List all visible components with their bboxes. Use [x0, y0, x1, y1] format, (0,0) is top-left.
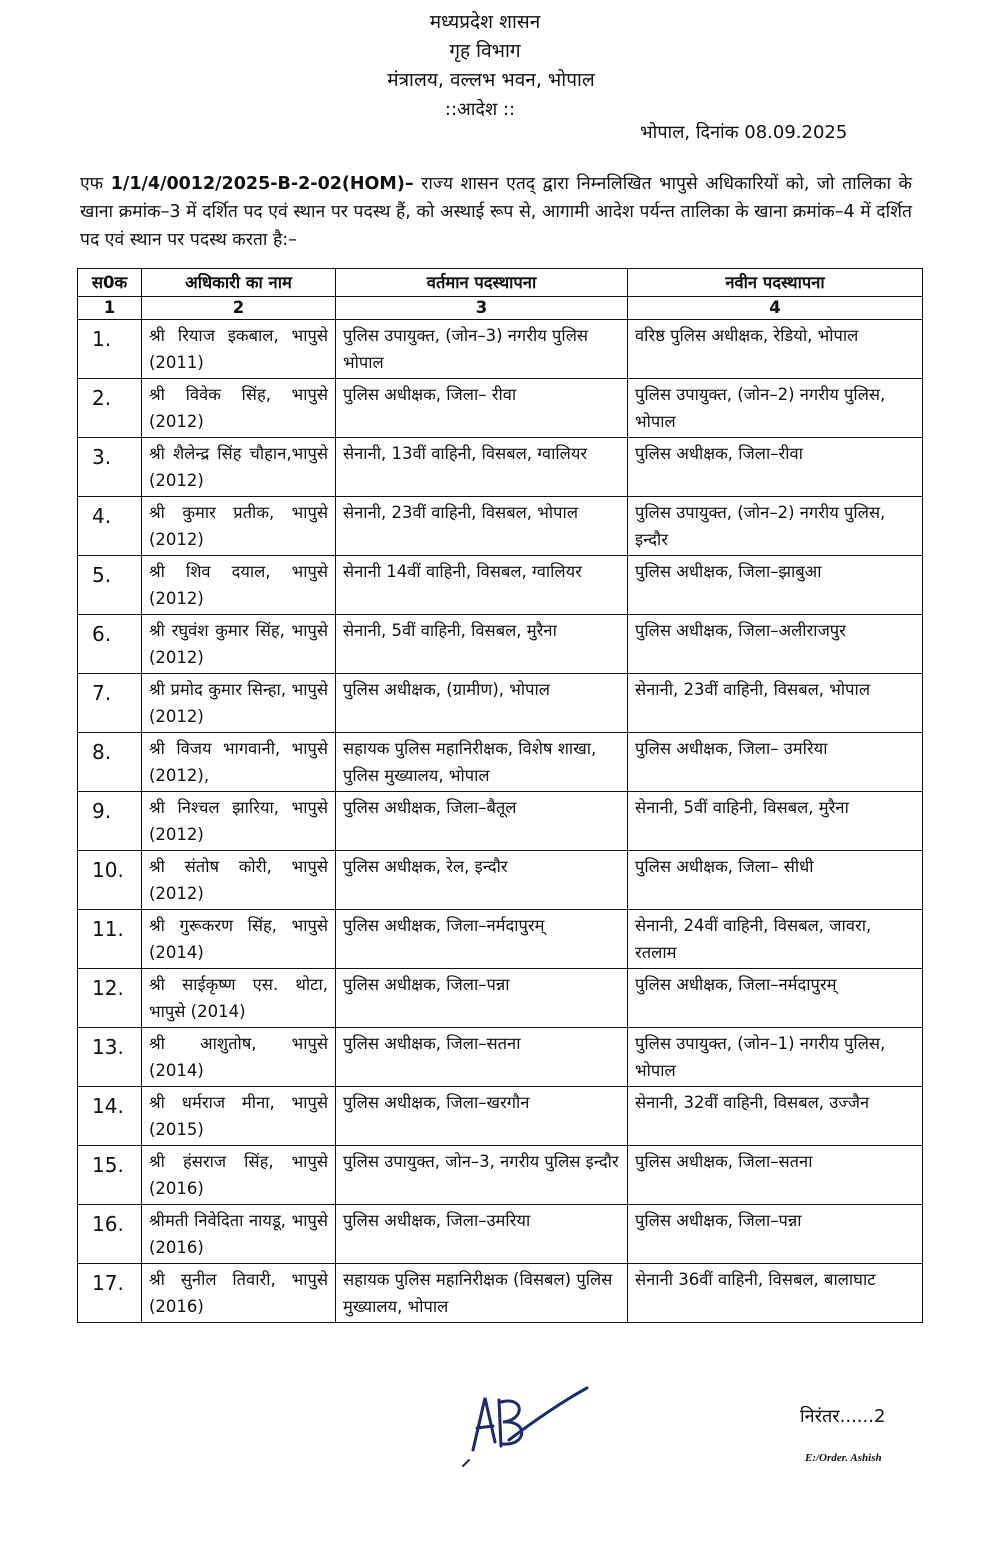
- table-row: [78, 1028, 923, 1087]
- table-row: [78, 910, 923, 969]
- department-name: गृह विभाग: [449, 40, 521, 62]
- office-address: मंत्रालय, वल्लभ भवन, भोपाल: [387, 69, 595, 91]
- table-row: [78, 438, 923, 497]
- table-row: [78, 1264, 923, 1323]
- current-posting-cell: पुलिस उपायुक्त, जोन–3, नगरीय पुलिस इन्दौर: [336, 1146, 628, 1205]
- new-posting-cell: वरिष्ठ पुलिस अधीक्षक, रेडियो, भोपाल: [628, 320, 923, 379]
- serial-number-cell: 11.: [78, 910, 142, 969]
- new-posting-cell: पुलिस उपायुक्त, (जोन–2) नगरीय पुलिस, इन्दौर: [628, 497, 923, 556]
- officer-name-cell: श्री विवेक सिंह, भापुसे (2012): [142, 379, 336, 438]
- current-posting-cell: सेनानी, 13वीं वाहिनी, विसबल, ग्वालियर: [336, 438, 628, 497]
- new-posting-cell: पुलिस अधीक्षक, जिला– सीधी: [628, 851, 923, 910]
- officer-name-cell: श्रीमती निवेदिता नायडू, भापुसे (2016): [142, 1205, 336, 1264]
- officer-name-cell: श्री सुनील तिवारी, भापुसे (2016): [142, 1264, 336, 1323]
- new-posting-cell: सेनानी 36वीं वाहिनी, विसबल, बालाघाट: [628, 1264, 923, 1323]
- current-posting-cell: सेनानी, 5वीं वाहिनी, विसबल, मुरैना: [336, 615, 628, 674]
- new-posting-cell: सेनानी, 23वीं वाहिनी, विसबल, भोपाल: [628, 674, 923, 733]
- table-row: [78, 556, 923, 615]
- current-posting-cell: पुलिस अधीक्षक, जिला–नर्मदापुरम्: [336, 910, 628, 969]
- government-name: मध्यप्रदेश शासन: [429, 11, 541, 33]
- new-posting-cell: पुलिस अधीक्षक, जिला–अलीराजपुर: [628, 615, 923, 674]
- transfer-table: [77, 268, 923, 1323]
- new-posting-cell: पुलिस अधीक्षक, जिला– उमरिया: [628, 733, 923, 792]
- current-posting-cell: सेनानी, 23वीं वाहिनी, विसबल, भोपाल: [336, 497, 628, 556]
- table-body: [78, 320, 923, 1323]
- officer-name-cell: श्री आशुतोष, भापुसे (2014): [142, 1028, 336, 1087]
- serial-number-cell: 6.: [78, 615, 142, 674]
- serial-number-cell: 16.: [78, 1205, 142, 1264]
- serial-number-cell: 2.: [78, 379, 142, 438]
- intro-text: राज्य शासन एतद् द्वारा निम्नलिखित भापुसे अधिकारियों को, जो तालिका के खाना क्रमांक–3 में दर्शित पद एवं स्थान पर पदस्थ हैं, को अस्थाई रूप से, आगामी आदेश पर्यन्त तालिका के खाना क्रमांक–4 में दर्शित पद एवं स्थान पर पदस्थ करता है:–: [80, 174, 912, 250]
- column-number: 4: [628, 297, 923, 320]
- serial-number-cell: 4.: [78, 497, 142, 556]
- officer-name-cell: श्री प्रमोद कुमार सिन्हा, भापुसे (2012): [142, 674, 336, 733]
- table-row: [78, 1205, 923, 1264]
- officer-name-cell: श्री हंसराज सिंह, भापुसे (2016): [142, 1146, 336, 1205]
- column-number: 2: [142, 297, 336, 320]
- table-row: [78, 1087, 923, 1146]
- serial-number-cell: 10.: [78, 851, 142, 910]
- officer-name-cell: श्री साईकृष्ण एस. थोटा, भापुसे (2014): [142, 969, 336, 1028]
- new-posting-cell: पुलिस अधीक्षक, जिला–पन्ना: [628, 1205, 923, 1264]
- current-posting-cell: सेनानी 14वीं वाहिनी, विसबल, ग्वालियर: [336, 556, 628, 615]
- current-posting-cell: पुलिस अधीक्षक, जिला–उमरिया: [336, 1205, 628, 1264]
- serial-number-cell: 1.: [78, 320, 142, 379]
- new-posting-cell: पुलिस उपायुक्त, (जोन–1) नगरीय पुलिस, भोपाल: [628, 1028, 923, 1087]
- header-officer-name: अधिकारी का नाम: [142, 269, 336, 297]
- officer-name-cell: श्री गुरूकरण सिंह, भापुसे (2014): [142, 910, 336, 969]
- serial-number-cell: 14.: [78, 1087, 142, 1146]
- new-posting-cell: पुलिस अधीक्षक, जिला–सतना: [628, 1146, 923, 1205]
- serial-number-cell: 15.: [78, 1146, 142, 1205]
- table-row: [78, 792, 923, 851]
- current-posting-cell: पुलिस अधीक्षक, जिला– रीवा: [336, 379, 628, 438]
- signature-icon: [455, 1380, 595, 1475]
- serial-number-cell: 3.: [78, 438, 142, 497]
- intro-prefix: एफ: [80, 174, 104, 194]
- current-posting-cell: पुलिस अधीक्षक, जिला–पन्ना: [336, 969, 628, 1028]
- table-header-row: [78, 269, 923, 297]
- table-row: [78, 969, 923, 1028]
- date-line: भोपाल, दिनांक 08.09.2025: [640, 122, 848, 143]
- officer-name-cell: श्री धर्मराज मीना, भापुसे (2015): [142, 1087, 336, 1146]
- officer-name-cell: श्री शैलेन्द्र सिंह चौहान,भापुसे (2012): [142, 438, 336, 497]
- new-posting-cell: सेनानी, 32वीं वाहिनी, विसबल, उज्जैन: [628, 1087, 923, 1146]
- current-posting-cell: पुलिस अधीक्षक, (ग्रामीण), भोपाल: [336, 674, 628, 733]
- officer-name-cell: श्री रघुवंश कुमार सिंह, भापुसे (2012): [142, 615, 336, 674]
- officer-name-cell: श्री शिव दयाल, भापुसे (2012): [142, 556, 336, 615]
- column-number-row: [78, 297, 923, 320]
- current-posting-cell: पुलिस अधीक्षक, जिला–बैतूल: [336, 792, 628, 851]
- table-row: [78, 497, 923, 556]
- continued-marker: निरंतर......2: [800, 1406, 886, 1427]
- new-posting-cell: पुलिस अधीक्षक, जिला–नर्मदापुरम्: [628, 969, 923, 1028]
- table-row: [78, 379, 923, 438]
- current-posting-cell: सहायक पुलिस महानिरीक्षक, विशेष शाखा, पुलिस मुख्यालय, भोपाल: [336, 733, 628, 792]
- current-posting-cell: पुलिस अधीक्षक, जिला–सतना: [336, 1028, 628, 1087]
- serial-number-cell: 13.: [78, 1028, 142, 1087]
- serial-number-cell: 17.: [78, 1264, 142, 1323]
- current-posting-cell: सहायक पुलिस महानिरीक्षक (विसबल) पुलिस मुख्यालय, भोपाल: [336, 1264, 628, 1323]
- document-header: [0, 8, 1000, 124]
- serial-number-cell: 7.: [78, 674, 142, 733]
- serial-number-cell: 8.: [78, 733, 142, 792]
- officer-name-cell: श्री निश्चल झारिया, भापुसे (2012): [142, 792, 336, 851]
- current-posting-cell: पुलिस अधीक्षक, रेल, इन्दौर: [336, 851, 628, 910]
- column-number: 3: [336, 297, 628, 320]
- header-serial: स0क: [78, 269, 142, 297]
- table-row: [78, 733, 923, 792]
- serial-number-cell: 12.: [78, 969, 142, 1028]
- serial-number-cell: 9.: [78, 792, 142, 851]
- file-reference: 1/1/4/0012/2025-B-2-02(HOM)–: [110, 174, 414, 194]
- header-current-posting: वर्तमान पदस्थापना: [336, 269, 628, 297]
- order-intro-paragraph: [80, 170, 912, 254]
- new-posting-cell: पुलिस उपायुक्त, (जोन–2) नगरीय पुलिस, भोपाल: [628, 379, 923, 438]
- serial-number-cell: 5.: [78, 556, 142, 615]
- order-title: ::आदेश ::: [444, 99, 516, 120]
- order-file-reference: E:/Order. Ashish: [805, 1452, 882, 1464]
- column-number: 1: [78, 297, 142, 320]
- officer-name-cell: श्री संतोष कोरी, भापुसे (2012): [142, 851, 336, 910]
- table-row: [78, 851, 923, 910]
- table-row: [78, 615, 923, 674]
- officer-name-cell: श्री रियाज इकबाल, भापुसे (2011): [142, 320, 336, 379]
- table-row: [78, 1146, 923, 1205]
- table-row: [78, 320, 923, 379]
- new-posting-cell: सेनानी, 5वीं वाहिनी, विसबल, मुरैना: [628, 792, 923, 851]
- current-posting-cell: पुलिस अधीक्षक, जिला–खरगौन: [336, 1087, 628, 1146]
- new-posting-cell: पुलिस अधीक्षक, जिला–झाबुआ: [628, 556, 923, 615]
- header-new-posting: नवीन पदस्थापना: [628, 269, 923, 297]
- officer-name-cell: श्री कुमार प्रतीक, भापुसे (2012): [142, 497, 336, 556]
- current-posting-cell: पुलिस उपायुक्त, (जोन–3) नगरीय पुलिस भोपाल: [336, 320, 628, 379]
- new-posting-cell: सेनानी, 24वीं वाहिनी, विसबल, जावरा, रतलाम: [628, 910, 923, 969]
- table-row: [78, 674, 923, 733]
- new-posting-cell: पुलिस अधीक्षक, जिला–रीवा: [628, 438, 923, 497]
- officer-name-cell: श्री विजय भागवानी, भापुसे (2012),: [142, 733, 336, 792]
